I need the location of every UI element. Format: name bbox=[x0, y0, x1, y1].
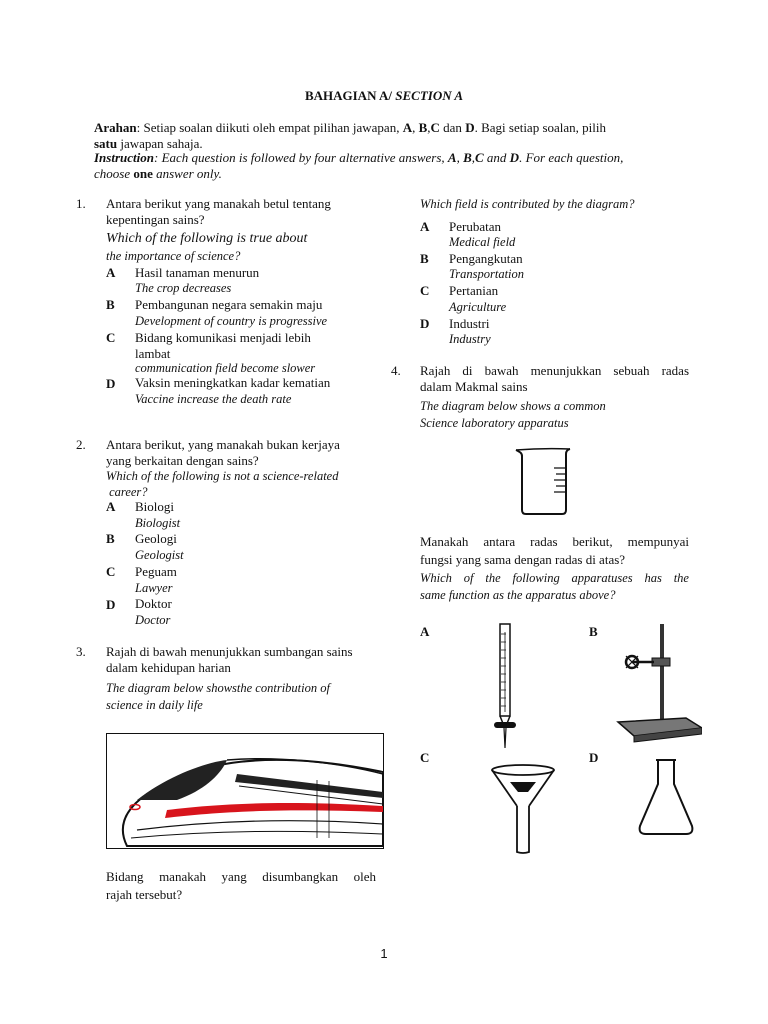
question-stem-ms: Rajah di bawah menunjukkan sumbangan sains dalam kehidupan harian bbox=[106, 644, 353, 675]
option-text-en: The crop decreases bbox=[135, 281, 232, 295]
option-text-ms: Industri bbox=[449, 316, 490, 331]
option-text-en: Lawyer bbox=[135, 581, 173, 595]
option-text-ms: Biologi bbox=[135, 499, 175, 514]
high-speed-train-icon bbox=[107, 734, 383, 848]
question-prompt-en: Which field is contributed by the diagram? bbox=[420, 197, 635, 211]
option-text-ms: Pengangkutan bbox=[449, 251, 523, 266]
question-prompt-ms: Manakah antara radas berikut, mempunyai bbox=[420, 534, 689, 549]
option-letter: A bbox=[420, 624, 430, 639]
question-stem-en: The diagram below shows a common Science laboratory apparatus bbox=[420, 399, 606, 430]
option-text-en: Medical field bbox=[449, 235, 516, 249]
option-text-en: Biologist bbox=[135, 516, 181, 530]
option-letter: A bbox=[420, 219, 430, 234]
option-letter: C bbox=[106, 330, 116, 345]
option-text-ms: Geologi bbox=[135, 531, 177, 546]
option-text-en: Development of country is progressive bbox=[135, 314, 328, 328]
option-text-ms: Hasil tanaman menurun bbox=[135, 265, 260, 280]
section-title: BAHAGIAN A/ SECTION A bbox=[304, 88, 464, 103]
burette-icon bbox=[490, 622, 520, 750]
option-letter: B bbox=[106, 531, 115, 546]
question-number: 3. bbox=[76, 644, 86, 659]
question-number: 2. bbox=[76, 437, 86, 452]
beaker-icon bbox=[512, 446, 576, 516]
question-prompt-ms: Bidang manakah yang disumbangkan oleh bbox=[106, 869, 376, 884]
question-stem-en: Which of the following is true about bbox=[106, 231, 308, 246]
funnel-icon bbox=[488, 762, 558, 856]
option-letter: A bbox=[106, 265, 116, 280]
option-text-en: Transportation bbox=[449, 267, 525, 281]
option-text-ms: Peguam bbox=[135, 564, 177, 579]
option-letter: C bbox=[420, 750, 430, 765]
option-text-en: Vaccine increase the death rate bbox=[135, 392, 292, 406]
option-letter: C bbox=[420, 283, 430, 298]
option-letter: D bbox=[589, 750, 599, 765]
option-letter: D bbox=[420, 316, 430, 331]
option-text-ms: Perubatan bbox=[449, 219, 501, 234]
question-prompt-en: Which of the following apparatuses has the bbox=[420, 571, 689, 585]
option-text-en: Agriculture bbox=[449, 300, 507, 314]
conical-flask-icon bbox=[634, 756, 698, 838]
question-number: 1. bbox=[76, 196, 86, 211]
question-stem-ms: Antara berikut yang manakah betul tentang kepentingan sains? bbox=[106, 196, 331, 227]
instructions-ms: Arahan: Setiap soalan diikuti oleh empat pilihan jawapan, A, B,C dan D. Bagi setiap soalan, pilih satu jawapan sahaja. bbox=[94, 120, 606, 151]
train-diagram bbox=[106, 733, 384, 849]
question-stem-en: Which of the following is not a science-related career? bbox=[106, 469, 339, 499]
question-stem-ms: Rajah di bawah menunjukkan sebuah radas bbox=[420, 363, 689, 378]
option-letter: C bbox=[106, 564, 116, 579]
option-text-ms: Bidang komunikasi menjadi lebih lambat bbox=[135, 330, 311, 361]
option-text-en: Industry bbox=[449, 332, 491, 346]
question-stem-ms: Antara berikut, yang manakah bukan kerjaya yang berkaitan dengan sains? bbox=[106, 437, 340, 468]
option-letter: B bbox=[106, 297, 115, 312]
instructions-en: Instruction: Each question is followed by four alternative answers, A, B,C and D. For each question, choose one answer only. bbox=[94, 150, 624, 181]
option-letter: B bbox=[420, 251, 429, 266]
option-text-ms: Vaksin meningkatkan kadar kematian bbox=[135, 375, 331, 390]
option-letter: D bbox=[106, 597, 116, 612]
retort-stand-icon bbox=[612, 622, 702, 744]
option-text-ms: Pertanian bbox=[449, 283, 499, 298]
option-letter: B bbox=[589, 624, 598, 639]
option-letter: A bbox=[106, 499, 116, 514]
page-number: 1 bbox=[380, 946, 388, 961]
question-stem-en: The diagram below showsthe contribution of science in daily life bbox=[106, 681, 330, 712]
option-text-en: Geologist bbox=[135, 548, 184, 562]
option-text-ms: Doktor bbox=[135, 596, 172, 611]
option-text-en: communication field become slower bbox=[135, 361, 316, 375]
option-letter: D bbox=[106, 376, 116, 391]
option-text-ms: Pembangunan negara semakin maju bbox=[135, 297, 323, 312]
question-number: 4. bbox=[391, 363, 401, 378]
option-text-en: Doctor bbox=[135, 613, 171, 627]
